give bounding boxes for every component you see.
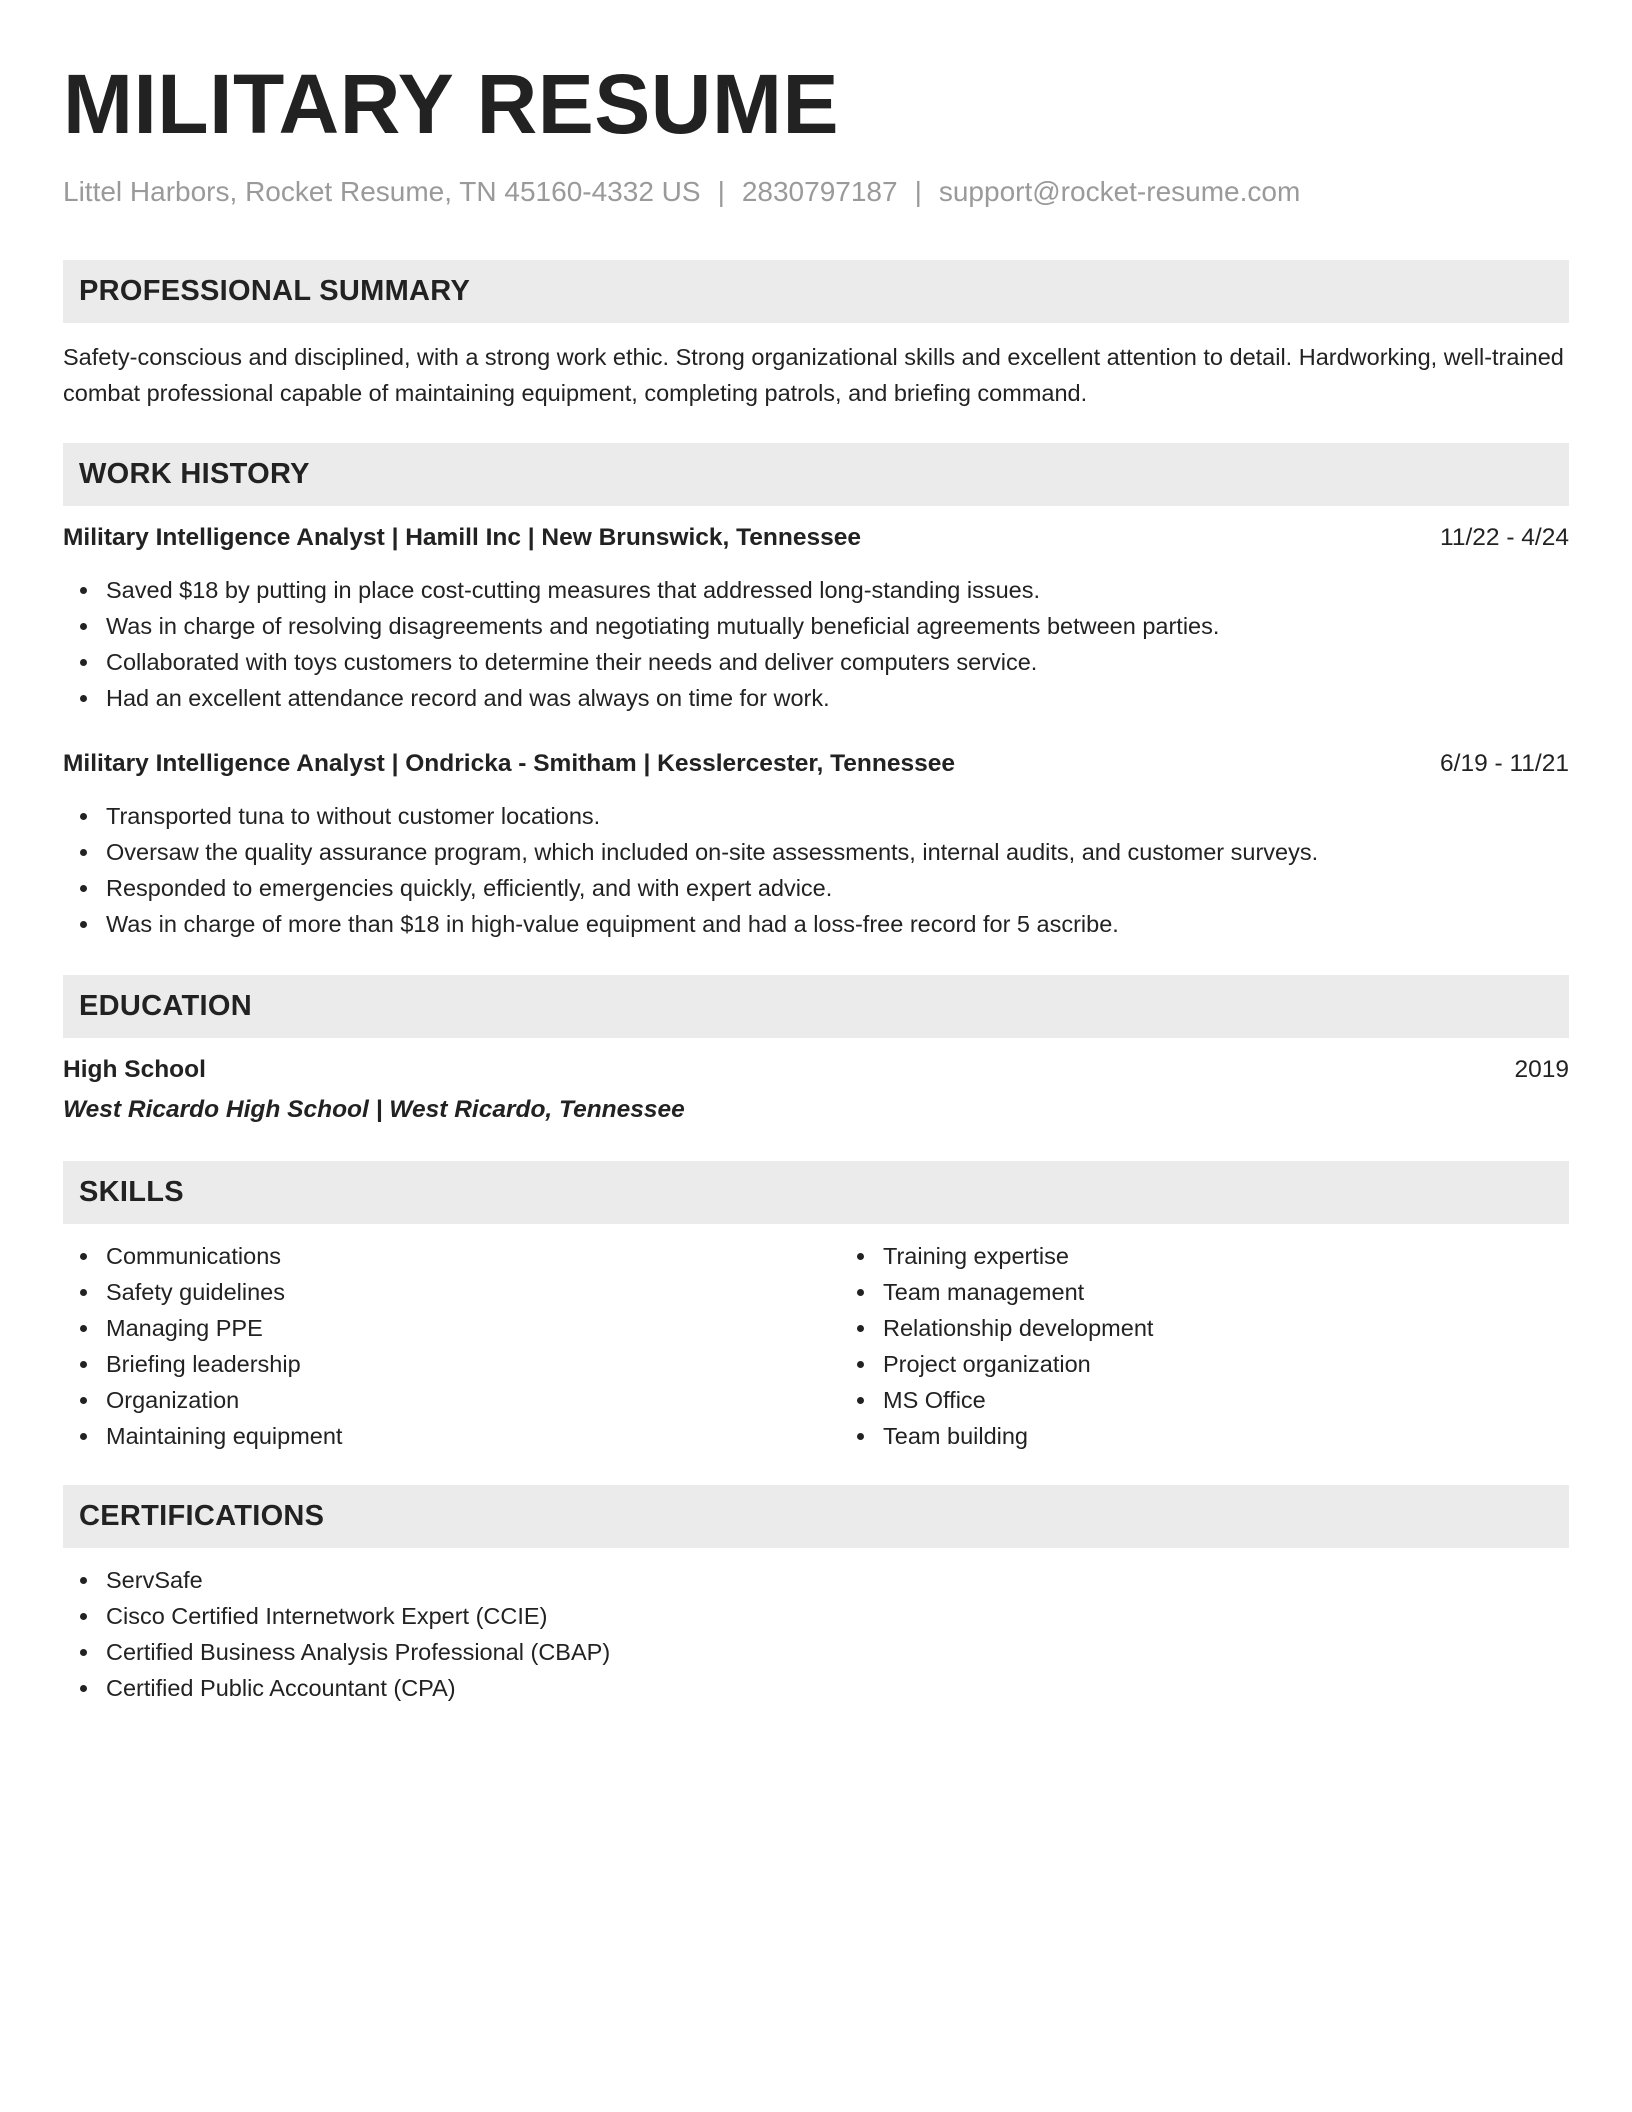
- skills-list-right: [840, 1238, 1153, 1454]
- section-heading-skills: SKILLS: [63, 1161, 1569, 1224]
- education-year: 2019: [1514, 1056, 1569, 1083]
- job-bullet: Collaborated with toys customers to determine their needs and deliver computers service.: [106, 644, 1569, 680]
- skill-item: Maintaining equipment: [106, 1418, 840, 1454]
- skill-item: Project organization: [883, 1346, 1153, 1382]
- skill-item: Team management: [883, 1274, 1153, 1310]
- job-dates: 6/19 - 11/21: [1440, 750, 1569, 777]
- skills-grid: [63, 1238, 1569, 1454]
- job-header: [63, 746, 1569, 782]
- job-dates: 11/22 - 4/24: [1440, 524, 1569, 551]
- certification-item: ServSafe: [106, 1562, 1569, 1598]
- skills-list-left: [63, 1238, 840, 1454]
- certifications-list: [63, 1562, 1569, 1706]
- skill-item: Briefing leadership: [106, 1346, 840, 1382]
- skill-item: Safety guidelines: [106, 1274, 840, 1310]
- section-heading-summary: PROFESSIONAL SUMMARY: [63, 260, 1569, 323]
- contact-line: [63, 174, 1569, 210]
- section-heading-certifications: CERTIFICATIONS: [63, 1485, 1569, 1548]
- job-bullet-list: [63, 572, 1569, 716]
- certification-item: Certified Public Accountant (CPA): [106, 1670, 1569, 1706]
- job-title: Military Intelligence Analyst | Ondricka - Smitham | Kesslercester, Tennessee: [63, 750, 955, 777]
- job-bullet: Oversaw the quality assurance program, which included on-site assessments, internal audits, and customer surveys.: [106, 834, 1569, 870]
- job-header: [63, 520, 1569, 556]
- contact-separator: |: [717, 176, 725, 207]
- skill-item: Training expertise: [883, 1238, 1153, 1274]
- certification-item: Certified Business Analysis Professional (CBAP): [106, 1634, 1569, 1670]
- contact-email: support@rocket-resume.com: [938, 176, 1301, 207]
- certification-item: Cisco Certified Internetwork Expert (CCIE): [106, 1598, 1569, 1634]
- skill-item: Team building: [883, 1418, 1153, 1454]
- job-bullet: Saved $18 by putting in place cost-cutting measures that addressed long-standing issues.: [106, 572, 1569, 608]
- job-bullet: Was in charge of resolving disagreements and negotiating mutually beneficial agreements between parties.: [106, 608, 1569, 644]
- job-bullet-list: [63, 798, 1569, 942]
- job-bullet: Had an excellent attendance record and was always on time for work.: [106, 680, 1569, 716]
- job-bullet: Responded to emergencies quickly, efficiently, and with expert advice.: [106, 870, 1569, 906]
- skill-item: Managing PPE: [106, 1310, 840, 1346]
- skill-item: Relationship development: [883, 1310, 1153, 1346]
- contact-separator: |: [914, 176, 922, 207]
- job-bullet: Transported tuna to without customer locations.: [106, 798, 1569, 834]
- skill-item: Communications: [106, 1238, 840, 1274]
- skill-item: Organization: [106, 1382, 840, 1418]
- contact-phone: 2830797187: [741, 176, 898, 207]
- contact-address: Littel Harbors, Rocket Resume, TN 45160-4332 US: [63, 176, 701, 207]
- section-heading-education: EDUCATION: [63, 975, 1569, 1038]
- job-title: Military Intelligence Analyst | Hamill Inc | New Brunswick, Tennessee: [63, 524, 861, 551]
- summary-text: Safety-conscious and disciplined, with a strong work ethic. Strong organizational skills and excellent attention to detail. Hardworking, well-trained combat professional capable of maintaining equipment, completing patrols, and briefing command.: [63, 344, 1564, 406]
- section-heading-work-history: WORK HISTORY: [63, 443, 1569, 506]
- education-header: [63, 1052, 1569, 1088]
- skill-item: MS Office: [883, 1382, 1153, 1418]
- resume-name: MILITARY RESUME: [63, 57, 839, 151]
- education-degree: High School: [63, 1056, 206, 1083]
- job-bullet: Was in charge of more than $18 in high-value equipment and had a loss-free record for 5 ascribe.: [106, 906, 1569, 942]
- education-school: West Ricardo High School | West Ricardo, Tennessee: [63, 1096, 685, 1123]
